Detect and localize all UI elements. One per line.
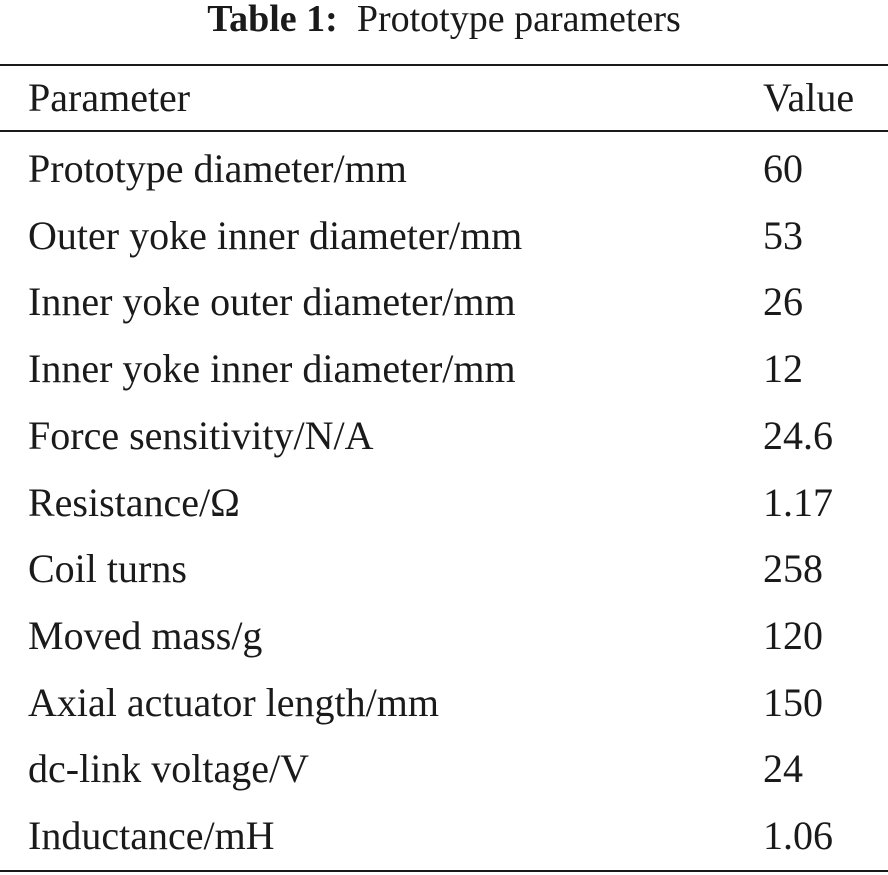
value-cell: 60 <box>763 146 803 191</box>
value-cell: 26 <box>763 279 803 325</box>
table-row <box>0 132 888 203</box>
table-header-row <box>0 66 888 130</box>
table-bottom-rule <box>0 870 888 872</box>
table-row <box>0 403 888 470</box>
parameter-cell: dc-link voltage/V <box>28 746 310 792</box>
value-cell: 150 <box>763 679 823 725</box>
parameters-table-body <box>0 132 888 870</box>
parameter-cell: Axial actuator length/mm <box>28 679 439 725</box>
parameter-cell: Resistance/Ω <box>28 479 240 525</box>
table-row <box>0 803 888 870</box>
parameter-cell: Inner yoke inner diameter/mm <box>28 346 516 392</box>
column-header-parameter: Parameter <box>28 75 191 120</box>
value-cell: 258 <box>763 546 823 592</box>
table-caption-title: Prototype parameters <box>356 0 681 40</box>
column-header-value: Value <box>763 75 855 120</box>
table-row <box>0 603 888 670</box>
parameter-cell: Inner yoke outer diameter/mm <box>28 279 516 325</box>
parameter-cell: Prototype diameter/mm <box>28 146 407 191</box>
table-row <box>0 269 888 336</box>
parameters-table <box>0 66 888 130</box>
table-row <box>0 536 888 603</box>
value-cell: 24.6 <box>763 412 833 458</box>
parameter-cell: Inductance/mH <box>28 813 275 859</box>
value-cell: 120 <box>763 612 823 658</box>
value-cell: 12 <box>763 346 803 392</box>
value-cell: 24 <box>763 746 803 792</box>
parameter-cell: Coil turns <box>28 546 187 592</box>
parameter-cell: Force sensitivity/N/A <box>28 412 374 458</box>
table-caption-label: Table 1: <box>207 0 338 40</box>
parameter-cell: Outer yoke inner diameter/mm <box>28 212 523 258</box>
parameters-table-wrap <box>0 64 888 872</box>
value-cell: 1.06 <box>763 813 833 859</box>
value-cell: 53 <box>763 212 803 258</box>
table-row <box>0 736 888 803</box>
table-row <box>0 336 888 403</box>
table-row <box>0 670 888 737</box>
value-cell: 1.17 <box>763 479 833 525</box>
table-row <box>0 203 888 270</box>
table-row <box>0 470 888 537</box>
parameter-cell: Moved mass/g <box>28 612 263 658</box>
table-caption <box>0 0 888 40</box>
